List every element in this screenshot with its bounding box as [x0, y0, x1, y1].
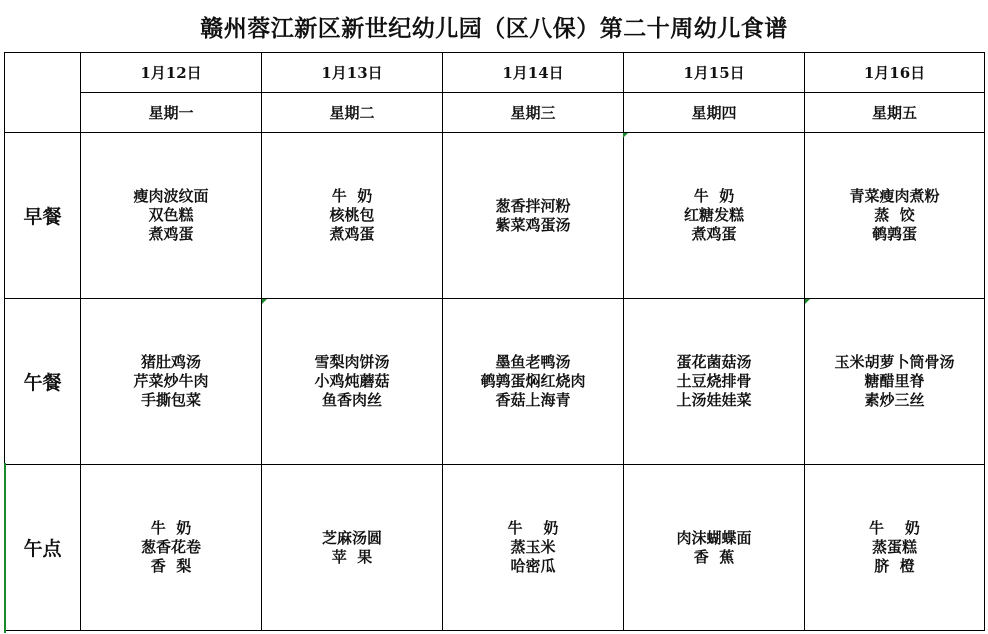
meal-label: 午点: [5, 465, 81, 631]
menu-cell: [262, 299, 443, 465]
selection-border: [4, 463, 6, 633]
dish: 素炒三丝: [864, 391, 925, 409]
dish: 雪梨肉饼汤: [314, 353, 390, 371]
dish: 上汤娃娃菜: [676, 391, 752, 409]
menu-cell: [81, 465, 262, 631]
date-cell: 1月13日: [262, 53, 443, 93]
dish: 鹌鹑蛋焖红烧肉: [480, 372, 586, 390]
weekday-row: [5, 93, 985, 133]
cell-comment-marker: [805, 299, 810, 304]
corner-cell: [5, 53, 81, 133]
dish: 双色糕: [148, 206, 194, 224]
dish: 青菜瘦肉煮粉: [849, 187, 940, 205]
dish: 葱香拌河粉: [495, 196, 571, 215]
dish: 瘦肉波纹面: [133, 187, 209, 205]
date-cell: 1月14日: [443, 53, 624, 93]
weekday-cell: 星期四: [624, 93, 805, 133]
dish: 葱香花卷: [140, 538, 201, 556]
dish: 核桃包: [329, 206, 375, 224]
dish: 哈密瓜: [510, 557, 556, 575]
dish: 鱼香肉丝: [321, 391, 382, 409]
weekday-cell: 星期二: [262, 93, 443, 133]
meal-row-breakfast: [5, 133, 985, 299]
menu-cell: [805, 299, 985, 465]
dish: 糖醋里脊: [864, 372, 925, 390]
menu-cell: [443, 465, 624, 631]
dish: 脐 橙: [874, 557, 915, 575]
dish: 蒸蛋糕: [871, 538, 917, 556]
weekday-cell: 星期三: [443, 93, 624, 133]
menu-cell: [624, 133, 805, 299]
menu-cell: [805, 133, 985, 299]
date-cell: 1月15日: [624, 53, 805, 93]
dish: 煮鸡蛋: [691, 225, 737, 243]
dish: 苹 果: [331, 547, 373, 566]
meal-label: 午餐: [5, 299, 81, 465]
menu-cell: [443, 299, 624, 465]
meal-label: 早餐: [5, 133, 81, 299]
dish: 香菇上海青: [495, 391, 571, 409]
dish: 煮鸡蛋: [329, 225, 375, 243]
dish: 牛 奶: [150, 519, 192, 537]
dish: 牛 奶: [693, 187, 735, 205]
weekday-cell: 星期一: [81, 93, 262, 133]
dish: 蒸 饺: [874, 206, 915, 224]
cell-comment-marker: [623, 133, 628, 138]
cell-comment-marker: [262, 299, 267, 304]
dish: 小鸡炖蘑菇: [314, 372, 390, 390]
dish: 蛋花菌菇汤: [676, 353, 752, 371]
page-title: 赣州蓉江新区新世纪幼儿园（区八保）第二十周幼儿食谱: [200, 14, 788, 42]
dish: 芹菜炒牛肉: [133, 372, 209, 390]
dish: 鹌鹑蛋: [871, 225, 917, 243]
dish: 玉米胡萝卜筒骨汤: [834, 353, 955, 371]
dish: 牛 奶: [331, 187, 373, 205]
dish: 猪肚鸡汤: [140, 353, 201, 371]
menu-cell: [81, 133, 262, 299]
menu-cell: [443, 133, 624, 299]
menu-table: [4, 52, 985, 631]
meal-row-lunch: [5, 299, 985, 465]
dish: 手撕包菜: [140, 391, 201, 409]
dish: 紫菜鸡蛋汤: [495, 215, 571, 234]
dish: 牛 奶: [869, 519, 920, 537]
dish: 土豆烧排骨: [676, 372, 752, 390]
dish: 香 蕉: [693, 547, 735, 566]
dish: 香 梨: [150, 557, 192, 575]
dish: 肉沫蝴蝶面: [676, 528, 752, 547]
date-cell: 1月16日: [805, 53, 985, 93]
menu-cell: [262, 133, 443, 299]
menu-cell: [81, 299, 262, 465]
menu-cell: [262, 465, 443, 631]
dish: 蒸玉米: [510, 538, 556, 556]
dish: 芝麻汤圆: [321, 528, 382, 547]
dish: 煮鸡蛋: [148, 225, 194, 243]
date-cell: 1月12日: [81, 53, 262, 93]
meal-row-snack: [5, 465, 985, 631]
dish: 墨鱼老鸭汤: [495, 353, 571, 371]
menu-cell: [624, 465, 805, 631]
menu-cell: [805, 465, 985, 631]
date-row: [5, 53, 985, 93]
dish: 红糖发糕: [683, 206, 744, 224]
dish: 牛 奶: [507, 519, 559, 537]
menu-cell: [624, 299, 805, 465]
weekday-cell: 星期五: [805, 93, 985, 133]
